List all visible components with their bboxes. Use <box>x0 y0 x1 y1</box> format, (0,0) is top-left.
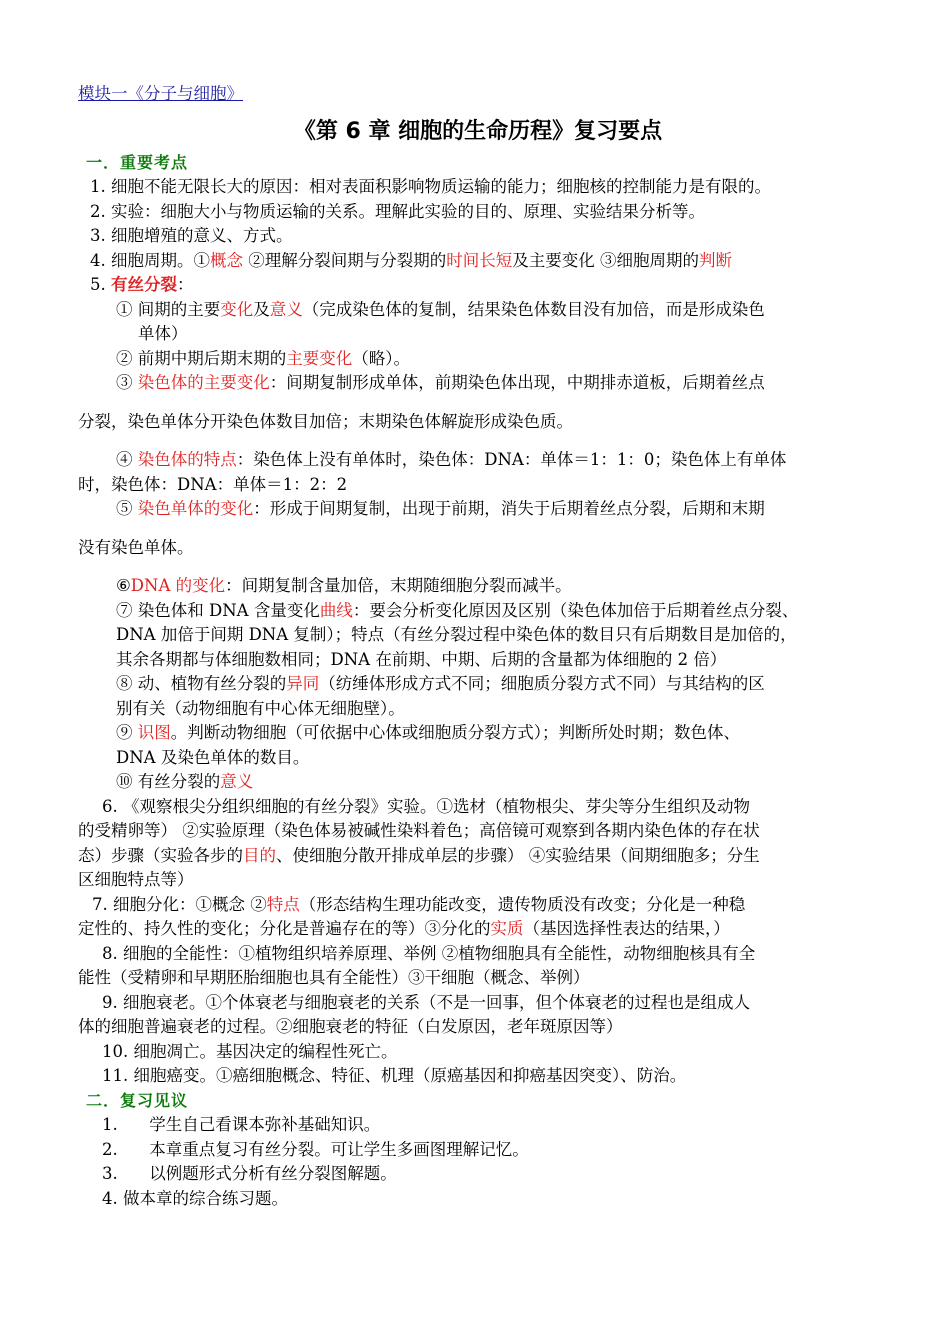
point-6-cont2 <box>78 844 878 869</box>
subpoint-10 <box>78 770 878 795</box>
text: ：染色体上没有单体时，染色体：DNA：单体＝1：1：0；染色体上有单体 <box>236 450 787 469</box>
highlight: 曲线 <box>319 600 353 620</box>
text: ⑨ <box>116 723 138 742</box>
text: ⑧ 动、植物有丝分裂的 <box>116 674 287 693</box>
text: ②理解分裂间期与分裂期的 <box>243 250 447 270</box>
subpoint-7-cont: DNA 加倍于间期 DNA 复制）；特点（有丝分裂过程中染色体的数目只有后期数目是加倍的， <box>116 625 797 644</box>
highlight: 有丝分裂 <box>111 275 177 294</box>
subpoint-8-cont: 别有关（动物细胞有中心体无细胞壁）。 <box>116 698 405 718</box>
module-link[interactable]: 模块一《分子与细胞》 <box>78 84 243 103</box>
text: ： <box>177 275 194 294</box>
review-1: 1. 学生自己看课本弥补基础知识。 <box>102 1115 381 1134</box>
highlight: 特点 <box>266 894 300 914</box>
point-6-cont: 的受精卵等） ②实验原理（染色体易被碱性染料着色；高倍镜可观察到各期内染色体的存在状 <box>78 821 760 840</box>
section-heading-key-points: 一．重要考点 <box>86 152 189 172</box>
point-8-cont: 能性（受精卵和早期胚胎细胞也具有全能性）③干细胞（概念、举例） <box>78 968 590 987</box>
subpoint-3-cont: 分裂，染色单体分开染色体数目加倍；末期染色体解旋形成染色质。 <box>78 411 573 431</box>
review-3: 3. 以例题形式分析有丝分裂图解题。 <box>102 1164 397 1183</box>
text: ⑤ <box>116 499 138 518</box>
point-6: 6. 《观察根尖分组织细胞的有丝分裂》实验。①选材（植物根尖、芽尖等分生组织及动物 <box>102 796 750 816</box>
highlight: 染色体的主要变化 <box>137 373 270 392</box>
highlight: 识图 <box>137 723 171 742</box>
point-7 <box>78 893 878 918</box>
subpoint-3 <box>78 371 878 396</box>
review-2: 2. 本章重点复习有丝分裂。可让学生多画图理解记忆。 <box>102 1139 529 1159</box>
review-4: 4. 做本章的综合练习题。 <box>102 1188 288 1208</box>
highlight: 异同 <box>286 674 320 693</box>
subpoint-4 <box>78 448 878 473</box>
text: 。判断动物细胞（可依据中心体或细胞质分裂方式）；判断所处时期；数色体、 <box>170 723 740 742</box>
highlight: 染色单体的变化 <box>137 499 254 518</box>
text: ：形成于间期复制，出现于前期，消失于后期着丝点分裂，后期和末期 <box>253 499 765 518</box>
subpoint-4-cont: 时，染色体：DNA：单体＝1：2：2 <box>78 474 348 494</box>
text: ⑦ 染色体和 DNA 含量变化 <box>116 600 320 620</box>
subpoint-7 <box>78 599 878 624</box>
text: ：间期复制形成单体，前期染色体出现，中期排赤道板，后期着丝点 <box>269 373 765 392</box>
subpoint-8 <box>78 672 878 697</box>
highlight: 目的 <box>243 845 276 865</box>
text: ③ <box>116 373 138 392</box>
text: （略）。 <box>352 348 410 368</box>
point-2: 2. 实验：细胞大小与物质运输的关系。理解此实验的目的、原理、实验结果分析等。 <box>90 201 705 221</box>
subpoint-6 <box>78 574 878 599</box>
text: （形态结构生理功能改变，遗传物质没有改变；分化是一种稳 <box>299 894 746 914</box>
subpoint-1-cont: 单体） <box>138 324 188 343</box>
text: 及主要变化 ③细胞周期的 <box>512 250 699 270</box>
point-5 <box>78 273 878 298</box>
highlight: DNA 的变化 <box>130 576 226 595</box>
subpoint-7-cont2: 其余各期都与体细胞数相同；DNA 在前期、中期、后期的含量都为体细胞的 2 倍） <box>116 649 727 669</box>
text: 4. 细胞周期。① <box>90 250 210 270</box>
point-9-cont: 体的细胞普遍衰老的过程。②细胞衰老的特征（白发原因，老年斑原因等） <box>78 1017 623 1036</box>
subpoint-2 <box>78 347 878 372</box>
document-page <box>78 82 878 1211</box>
text: ：间期复制含量加倍，末期随细胞分裂而减半。 <box>225 576 572 595</box>
point-10: 10. 细胞凋亡。基因决定的编程性死亡。 <box>102 1041 398 1061</box>
point-9: 9. 细胞衰老。①个体衰老与细胞衰老的关系（不是一回事，但个体衰老的过程也是组成人 <box>102 992 750 1012</box>
text: ⑥ <box>116 576 131 595</box>
highlight: 意义 <box>269 299 303 319</box>
text: （完成染色体的复制，结果染色体数目没有加倍，而是形成染色 <box>302 299 765 319</box>
highlight: 概念 <box>210 250 243 270</box>
text: 态）步骤（实验各步的 <box>78 845 243 865</box>
text: ⑩ 有丝分裂的 <box>116 772 221 791</box>
point-6-cont3: 区细胞特点等） <box>78 870 194 889</box>
text: 定性的、持久性的变化；分化是普遍存在的等）③分化的 <box>78 919 491 938</box>
text: （基因选择性表达的结果，） <box>523 919 730 938</box>
section-heading-review: 二．复习见议 <box>86 1090 189 1110</box>
highlight: 时间长短 <box>446 250 513 270</box>
text: （纺缍体形成方式不同；细胞质分裂方式不同）与其结构的区 <box>319 674 765 693</box>
point-3: 3. 细胞增殖的意义、方式。 <box>90 226 293 245</box>
highlight: 判断 <box>699 250 732 270</box>
text: 、使细胞分散开排成单层的步骤） ④实验结果（间期细胞多；分生 <box>276 845 760 865</box>
subpoint-9 <box>78 721 878 746</box>
point-7-cont <box>78 917 878 942</box>
page-title: 《第 6 章 细胞的生命历程》复习要点 <box>293 118 663 144</box>
point-4 <box>78 249 878 274</box>
point-1: 1. 细胞不能无限长大的原因：相对表面积影响物质运输的能力；细胞核的控制能力是有限的。 <box>90 177 771 196</box>
highlight: 染色体的特点 <box>137 450 237 469</box>
text: 及 <box>253 299 270 319</box>
text: ① 间期的主要 <box>116 299 221 319</box>
highlight: 主要变化 <box>286 348 353 368</box>
text: ② 前期中期后期末期的 <box>116 348 287 368</box>
subpoint-5 <box>78 497 878 522</box>
subpoint-5-cont: 没有染色单体。 <box>78 537 194 557</box>
highlight: 意义 <box>220 772 254 791</box>
text: ：要会分析变化原因及区别（染色体加倍于后期着丝点分裂、 <box>352 600 799 620</box>
highlight: 实质 <box>490 919 524 938</box>
text: 7. 细胞分化：①概念 ② <box>92 894 267 914</box>
subpoint-9-cont: DNA 及染色单体的数目。 <box>116 747 310 767</box>
text: 5. <box>90 275 111 294</box>
point-8: 8. 细胞的全能性：①植物组织培养原理、举例 ②植物细胞具有全能性，动物细胞核具有全 <box>102 943 756 963</box>
highlight: 变化 <box>220 299 254 319</box>
point-11: 11. 细胞癌变。①癌细胞概念、特征、机理（原癌基因和抑癌基因突变）、防治。 <box>102 1066 687 1085</box>
subpoint-1 <box>78 298 878 323</box>
text: ④ <box>116 450 138 469</box>
